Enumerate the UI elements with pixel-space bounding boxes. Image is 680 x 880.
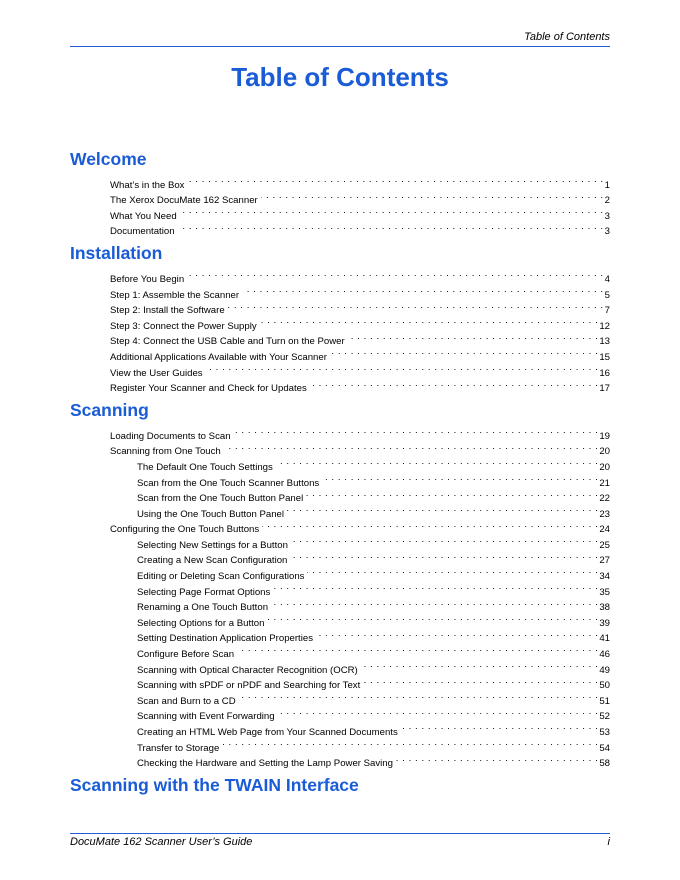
toc-entry[interactable] [110, 219, 610, 238]
toc-entry[interactable] [110, 203, 610, 222]
dot-leader [290, 548, 598, 564]
dot-leader [242, 282, 604, 298]
toc-entries-installation [110, 265, 610, 395]
section-heading-scanning[interactable]: Scanning [70, 400, 149, 421]
toc-entry-title: Documentation [110, 226, 175, 238]
toc-entry-title: Creating an HTML Web Page from Your Scanned Documents [137, 727, 398, 738]
toc-entry-title: Transfer to Storage [137, 742, 220, 754]
dot-leader [187, 172, 603, 188]
section-heading-welcome[interactable]: Welcome [70, 149, 147, 169]
dot-leader [180, 203, 604, 219]
toc-entry-title: Step 1: Assemble the Scanner [110, 289, 240, 301]
toc-entry-title: What You Need [110, 210, 177, 222]
toc-entry-title: Step 3: Connect the Power Supply [110, 320, 257, 332]
toc-entry-page: 7 [604, 305, 610, 317]
toc-entry-page: 39 [599, 617, 610, 629]
dot-leader [307, 563, 598, 579]
toc-entry-page: 24 [599, 524, 610, 536]
toc-entry-title: Configuring the One Touch Buttons [110, 524, 260, 536]
toc-entry-title: View the User Guides [110, 367, 203, 379]
toc-entry-page: 15 [599, 351, 610, 363]
dot-leader [228, 298, 604, 314]
toc-entry-page: 20 [599, 446, 610, 458]
toc-entry-title: Scan from the One Touch Scanner Buttons [137, 477, 320, 489]
toc-entry-page: 46 [599, 649, 610, 661]
toc-entry-page: 41 [599, 633, 610, 645]
toc-entry-title: Scanning with sPDF or nPDF and Searching for Text [137, 680, 361, 692]
toc-entry-title: Step 4: Connect the USB Cable and Turn on the Power [110, 336, 345, 348]
toc-entry-page: 49 [599, 664, 610, 676]
dot-leader [401, 719, 599, 735]
toc-entry-title: Before You Begin [110, 273, 185, 285]
toc-entry-page: 16 [599, 367, 610, 379]
header-rule [70, 46, 610, 47]
toc-entry-page: 12 [599, 320, 610, 332]
toc-entry-page: 23 [599, 508, 610, 520]
toc-entry-page: 35 [599, 586, 610, 598]
dot-leader [271, 595, 598, 611]
dot-leader [278, 704, 599, 720]
toc-entry-title: Scanning from One Touch [110, 446, 221, 458]
dot-leader [187, 266, 604, 282]
toc-entry-page: 1 [604, 179, 610, 191]
toc-entry-page: 51 [599, 695, 610, 707]
toc-entry-page: 5 [604, 289, 610, 301]
toc-entry-page: 53 [599, 727, 610, 738]
toc-entries-welcome [110, 171, 610, 238]
toc-body [70, 147, 610, 797]
running-header-title: Table of Contents [524, 31, 610, 43]
toc-entry-page: 34 [599, 571, 610, 583]
dot-leader [396, 751, 598, 767]
dot-leader [224, 439, 599, 455]
toc-entry-title: Additional Applications Available with Your Scanner [110, 351, 327, 363]
toc-entry-page: 38 [599, 602, 610, 614]
dot-leader [237, 641, 598, 657]
toc-entry-title: The Default One Touch Settings [137, 461, 273, 473]
dot-leader [260, 313, 599, 329]
toc-entry-page: 17 [599, 383, 610, 395]
toc-entry-title: Using the One Touch Button Panel [137, 508, 285, 520]
dot-leader [261, 188, 604, 204]
toc-entry-page: 58 [599, 758, 610, 770]
section-heading-installation[interactable]: Installation [70, 243, 163, 264]
toc-entry-title: Checking the Hardware and Setting the Lamp Power Saving [137, 758, 393, 770]
dot-leader [316, 626, 598, 642]
toc-entry-page: 2 [604, 195, 610, 207]
dot-leader [262, 517, 598, 533]
dot-leader [267, 610, 598, 626]
toc-entry-title: Selecting New Settings for a Button [137, 539, 288, 551]
footer-page-number: i [607, 836, 610, 848]
toc-entry-title: Loading Documents to Scan [110, 430, 231, 442]
toc-entry-title: Setting Destination Application Properties [137, 633, 313, 645]
dot-leader [239, 688, 599, 704]
toc-entry-page: 54 [599, 742, 610, 754]
toc-entry-title: Scanning with Optical Character Recognition (OCR) [137, 664, 358, 676]
toc-entry-page: 13 [599, 336, 610, 348]
toc-entry-page: 3 [604, 210, 610, 222]
toc-entry-page: 22 [599, 493, 610, 505]
dot-leader [273, 579, 598, 595]
footer-rule [70, 833, 610, 834]
toc-entry-title: Scan from the One Touch Button Panel [137, 493, 304, 505]
toc-entry-title: Selecting Page Format Options [137, 586, 271, 598]
toc-entry-page: 52 [599, 711, 610, 723]
toc-entry-title: Scan and Burn to a CD [137, 695, 236, 707]
dot-leader [363, 673, 598, 689]
toc-entry-page: 3 [604, 226, 610, 238]
toc-entry-page: 20 [599, 461, 610, 473]
dot-leader [348, 329, 599, 345]
toc-entry-page: 50 [599, 680, 610, 692]
toc-entry-title: Editing or Deleting Scan Configurations [137, 571, 305, 583]
dot-leader [310, 376, 599, 392]
toc-entry-title: What’s in the Box [110, 179, 185, 191]
toc-entries-scanning [110, 422, 610, 770]
toc-entry-title: Configure Before Scan [137, 649, 235, 661]
toc-entry-title: The Xerox DocuMate 162 Scanner [110, 195, 258, 207]
dot-leader [322, 470, 598, 486]
dot-leader [330, 344, 598, 360]
toc-entry[interactable] [110, 423, 610, 442]
toc-entry-page: 19 [599, 430, 610, 442]
section-heading-twain[interactable]: Scanning with the TWAIN Interface [70, 775, 359, 796]
toc-entry-page: 21 [599, 477, 610, 489]
toc-entry-title: Register Your Scanner and Check for Updates [110, 383, 307, 395]
dot-leader [276, 454, 599, 470]
toc-entry-title: Step 2: Install the Software [110, 305, 225, 317]
toc-entry[interactable] [110, 172, 610, 191]
dot-leader [361, 657, 599, 673]
toc-entry-title: Renaming a One Touch Button [137, 602, 269, 614]
dot-leader [206, 360, 599, 376]
toc-entry-title: Selecting Options for a Button [137, 617, 265, 629]
toc-entry-page: 25 [599, 539, 610, 551]
dot-leader [234, 423, 599, 439]
dot-leader [222, 735, 598, 751]
page-title: Table of Contents [231, 62, 449, 92]
toc-entry-title: Scanning with Event Forwarding [137, 711, 275, 723]
toc-entry-page: 4 [604, 273, 610, 285]
toc-entry-page: 27 [599, 555, 610, 567]
dot-leader [291, 532, 598, 548]
footer-guide-title: DocuMate 162 Scanner User’s Guide [70, 836, 253, 848]
dot-leader [178, 219, 604, 235]
toc-entry[interactable] [110, 266, 610, 285]
toc-entry-title: Creating a New Scan Configuration [137, 555, 288, 567]
dot-leader [306, 486, 598, 502]
dot-leader [287, 501, 598, 517]
